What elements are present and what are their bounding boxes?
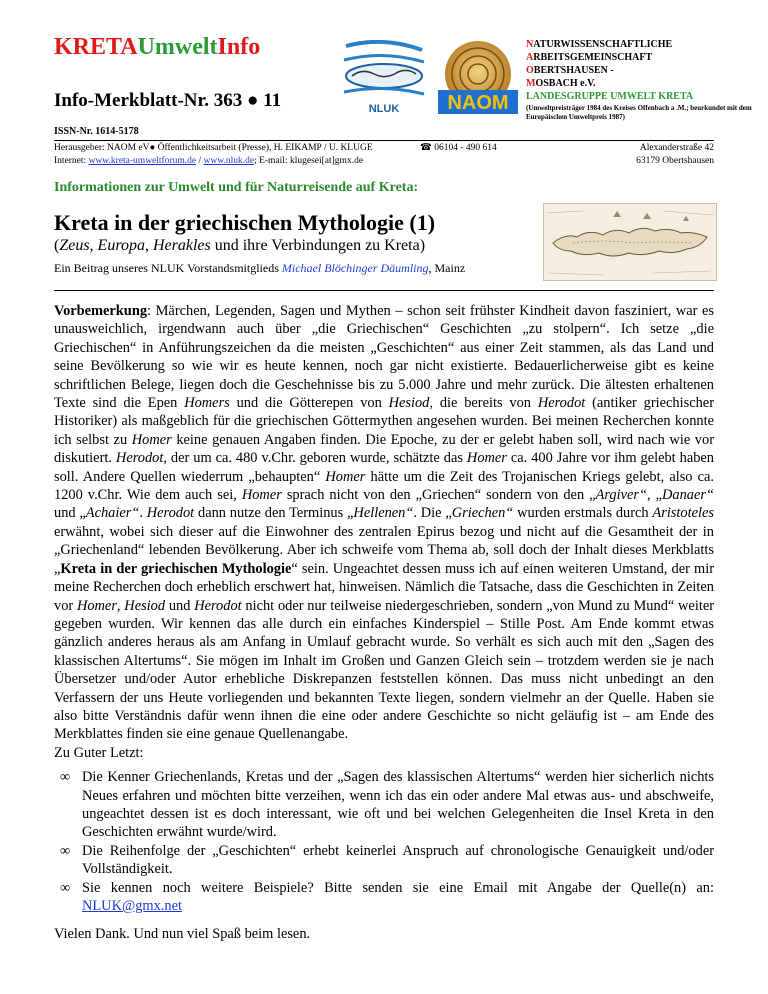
nluk-logo-icon	[338, 40, 430, 118]
thanks-line: Vielen Dank. Und nun viel Spaß beim lesen.	[54, 926, 311, 943]
article-title: Kreta in der griechischen Mythologie (1)	[54, 210, 436, 235]
list-item: ∞ Die Reihenfolge der „Geschichten“ erhebt keinerlei Anspruch auf chronologische Genauigkeit und/oder Vollständigkeit.	[60, 842, 714, 878]
infinity-bullet-icon: ∞	[60, 769, 71, 786]
article-body	[54, 302, 714, 944]
brand-info: Info	[217, 34, 261, 60]
list-item: ∞ Sie kennen noch weitere Beispiele? Bitte senden sie eine Email mit Angabe der Quelle(n) an: NLUK@gmx.net	[60, 879, 714, 914]
brand-umwelt: Umwelt	[137, 34, 218, 60]
remarks-list	[54, 768, 714, 915]
infinity-bullet-icon: ∞	[60, 879, 71, 896]
closing-heading: Zu Guter Letzt:	[54, 744, 144, 761]
nluk-logo-label: NLUK	[368, 103, 400, 115]
organisation-block: NATURWISSENSCHAFTLICHE ARBEITSGEMEINSCHAFT OBERTSHAUSEN - MOSBACH e.V. LANDESGRUPPE UMWELT KRETA (Umweltpreisträger 1984 des Kreises Offenbach a .M.; beurkundet mit dem Europäischen Umweltpreis 1987)	[526, 38, 756, 122]
article-subtitle: (Zeus, Europa, Herakles und ihre Verbindungen zu Kreta)	[54, 237, 426, 254]
infinity-bullet-icon: ∞	[60, 842, 71, 859]
brand-kreta: KRETA	[54, 34, 138, 60]
address: Alexanderstraße 42 63179 Obertshausen	[636, 143, 714, 166]
internet-line: Internet: www.kreta-umweltforum.de / www.nluk.de; E-mail: klugesei[at]gmx.de	[54, 156, 364, 166]
svg-text:NAOM: NAOM	[447, 92, 509, 114]
email-link[interactable]: NLUK@gmx.net	[82, 898, 182, 914]
divider	[54, 290, 714, 291]
crete-map-image	[543, 203, 717, 281]
bullet-dot-icon: ●	[246, 90, 259, 111]
sheet-number: Info-Merkblatt-Nr. 363 ● 11	[54, 90, 282, 111]
divider	[54, 140, 714, 141]
award-note: (Umweltpreisträger 1984 des Kreises Offenbach a .M.; beurkundet mit dem Europäischen Umweltpreis 1987)	[526, 104, 752, 121]
publisher: Herausgeber: NAOM eV● Öffentlichkeitsarbeit (Presse), H. EIKAMP / U. KLUGE	[54, 143, 373, 153]
brand-title	[54, 34, 260, 61]
link-kreta-umweltforum[interactable]: www.kreta-umweltforum.de	[88, 156, 197, 166]
link-nluk[interactable]: www.nluk.de	[203, 156, 255, 166]
intro-paragraph: Vorbemerkung: Märchen, Legenden, Sagen und Mythen – schon seit frühster Kindheit davon fasziniert, war es unausweichlich, irgendwann auch über „die Griechischen“ Geschichten „zu stolpern“. Ich setze „die Griechischen“ in Anführungszeichen da die meisten „Geschichten“ aus einer Zeit stammen, als das Land und seine Bevölkerung so wie wir es heute kennen, noch gar nicht existierte. Bedauerlicherweise gibt es keine schriftlichen Belege, liegen doch die Geschehnisse bis zu 5.000 Jahre und mehr zurück. Die ältesten erhaltenen Texte sind die Epen Homers und die Götterepen von Hesiod, die bereits von Herodot (antiker griechischer Historiker) als maßgeblich für die griechischen Göttermythen angesehen wurden. Bei meinen Recherchen konnte ich selbst zu Homer keine genauen Angaben finden. Die Epoche, zu der er gelebt haben soll, wird nach wie vor diskutiert. Herodot, der um ca. 480 v.Chr. geboren wurde, schätzte das Homer ca. 400 Jahre vor ihm gelebt haben soll. Andere Quellen wiederrum „behaupten“ Homer hätte um die Zeit des Trojanischen Kriegs gelebt, also ca. 1200 v.Chr. Wie dem auch sei, Homer sprach nicht von den „Griechen“ sondern von den „Argiver“, „Danaer“ und „Achaier“. Herodot dann nutze den Terminus „Hellenen“. Die „Griechen“ wurden erstmals durch Aristoteles erwähnt, wobei sich dieser auf die Einwohner des zentralen Epirus bezog und nicht auf die Gesamtheit der in „Griechenland“ lebenden Bevölkerung. Aber ich schweife vom Thema ab, soll doch der Inhalt dieses Merkblatts „Kreta in der griechischen Mythologie“ sein. Ungeachtet dessen muss ich auf einen weiteren Umstand, der mir meine Recherchen doch erheblich erschwert hat, hinweisen. Nämlich die Tatsache, dass die Geschichten in Zeiten vor Homer, Hesiod und Herodot nicht oder nur teilweise niedergeschrieben, sondern „von Mund zu Mund“ weiter gegeben wurden. Wir kennen das alle durch ein einfaches Kinderspiel – Stille Post. Am Ende kommt etwas gänzlich anderes heraus als am Anfang in Umlauf gebracht wurde. So verhält es sich auch mit den „Sagen des klassischen Altertums“. Sie mögen im Inhalt im Großen und Ganzen Gleich sein – trotzdem werden sie je nach Übersetzer und/oder Autor erhebliche Diskrepanzen feststellen können. Das muss nicht unbedingt an den Verfassern der uns Heute vorliegenden und bekannten Texte liegen, sondern vielmehr an der Quelle. Haben sie also bitte Verständnis dafür wenn ihnen die eine oder andere Geschichte so nicht geläufig ist – am Ende des Merkblattes finden sie eine genaue Quellenangabe.	[54, 303, 715, 743]
section-heading: Informationen zur Umwelt und für Naturreisende auf Kreta:	[54, 180, 419, 195]
naom-logo-icon	[436, 38, 520, 118]
byline: Ein Beitrag unseres NLUK Vorstandsmitglieds Michael Blöchinger Däumling, Mainz	[54, 261, 466, 275]
issn: ISSN-Nr. 1614-5178	[54, 126, 139, 137]
list-item: ∞ Die Kenner Griechenlands, Kretas und der „Sagen des klassischen Altertums“ werden hier sicherlich nichts Neues erfahren und möchten bitte verzeihen, wenn ich das ein oder andere Mal etwas aus- und abschweife, ungeachtet dessen ist es doch interessant, wie oft und bei welchen Gelegenheiten die Insel Kreta in den Geschichten erwähnt wurde/wird.	[60, 769, 714, 841]
phone: ☎ 06104 - 490 614	[420, 143, 497, 153]
author-name: Michael Blöchinger Däumling	[281, 261, 429, 275]
